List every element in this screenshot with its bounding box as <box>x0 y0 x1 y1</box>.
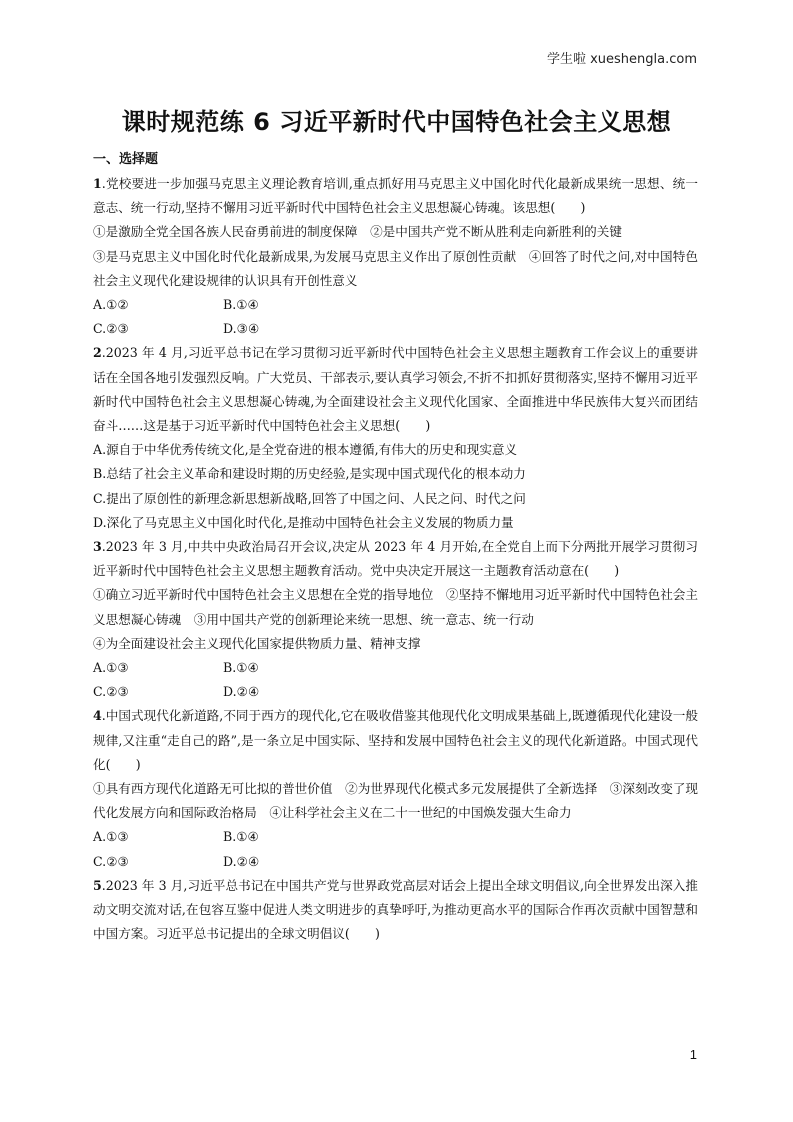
option-d[interactable]: D.②④ <box>223 853 260 869</box>
option-d[interactable]: D.②④ <box>223 684 260 700</box>
question-number: 4 <box>93 708 102 724</box>
question-stem <box>93 535 698 583</box>
question-text: .中国式现代化新道路,不同于西方的现代化,它在吸收借鉴其他现代化文明成果基础上,既遵循现代化建设一般规律,又注重“走自己的路”,是一条立足中国实际、坚持和发展中国特色社会主义的现代化新道路。中国式现代化( ) <box>93 708 698 772</box>
statement-line: ①是激励全党全国各族人民奋勇前进的制度保障 ②是中国共产党不断从胜利走向新胜利的关键 <box>93 224 622 240</box>
option-row <box>93 680 698 704</box>
question-text: .2023 年 3 月,习近平总书记在中国共产党与世界政党高层对话会上提出全球文明倡议,向全世界发出深入推动文明交流对话,在包容互鉴中促进人类文明进步的真挚呼吁,为推动更高水平的国际合作再次贡献中国智慧和中国方案。习近平总书记提出的全球文明倡议( ) <box>93 877 698 942</box>
page-number: 1 <box>689 1047 697 1062</box>
question-text: .党校要进一步加强马克思主义理论教育培训,重点抓好用马克思主义中国化时代化最新成果统一思想、统一意志、统一行动,坚持不懈用习近平新时代中国特色社会主义思想凝心铸魂。该思想( ) <box>93 176 698 216</box>
question-number: 1 <box>93 176 102 191</box>
option-a[interactable]: A.源自于中华优秀传统文化,是全党奋进的根本遵循,有伟大的历史和现实意义 <box>93 442 518 458</box>
question-1 <box>93 172 698 341</box>
option-row <box>93 825 698 849</box>
statement-line: ①具有西方现代化道路无可比拟的普世价值 ②为世界现代化模式多元发展提供了全新选择 ③深刻改变了现代化发展方向和国际政治格局 ④让科学社会主义在二十一世纪的中国焕发强大生命力 <box>93 781 698 821</box>
question-text: .2023 年 4 月,习近平总书记在学习贯彻习近平新时代中国特色社会主义思想主题教育工作会议上的重要讲话在全国各地引发强烈反响。广大党员、干部表示,要认真学习领会,不折不扣抓好贯彻落实,坚持不懈用习近平新时代中国特色社会主义思想凝心铸魂,为全面建设社会主义现代化国家、全面推进中华民族伟大复兴而团结奋斗……这是基于习近平新时代中国特色社会主义思想( ) <box>93 345 698 434</box>
option-row <box>93 656 698 680</box>
question-stem <box>93 704 698 777</box>
option-b[interactable]: B.①④ <box>223 829 259 845</box>
question-stem <box>93 341 698 438</box>
question-text: .2023 年 3 月,中共中央政治局召开会议,决定从 2023 年 4 月开始,在全党自上而下分两批开展学习贯彻习近平新时代中国特色社会主义思想主题教育活动。党中央决定开展这一主题教育活动意在( ) <box>93 539 698 579</box>
option-b[interactable]: B.①④ <box>223 660 259 676</box>
option-row <box>93 317 698 341</box>
option-b[interactable]: B.①④ <box>223 297 259 313</box>
option-b[interactable]: B.总结了社会主义革命和建设时期的历史经验,是实现中国式现代化的根本动力 <box>93 466 526 482</box>
statement-line: ①确立习近平新时代中国特色社会主义思想在全党的指导地位 ②坚持不懈地用习近平新时代中国特色社会主义思想凝心铸魂 ③用中国共产党的创新理论来统一思想、统一意志、统一行动 <box>93 587 698 627</box>
option-c[interactable]: C.②③ <box>93 321 129 337</box>
section-heading: 一、选择题 <box>93 152 159 167</box>
question-number: 5 <box>93 877 102 893</box>
question-number: 2 <box>93 345 102 361</box>
document-body <box>93 148 698 947</box>
option-d[interactable]: D.深化了马克思主义中国化时代化,是推动中国特色社会主义发展的物质力量 <box>93 514 514 530</box>
statement-line: ③是马克思主义中国化时代化最新成果,为发展马克思主义作出了原创性贡献 ④回答了时代之问,对中国特色社会主义现代化建设规律的认识具有开创性意义 <box>93 248 698 288</box>
question-number: 3 <box>93 539 102 555</box>
option-c[interactable]: C.提出了原创性的新理念新思想新战略,回答了中国之问、人民之问、时代之问 <box>93 490 526 506</box>
option-a[interactable]: A.①③ <box>93 660 129 676</box>
question-stem <box>93 172 698 220</box>
question-5 <box>93 874 698 947</box>
option-c[interactable]: C.②③ <box>93 684 129 700</box>
option-row <box>93 850 698 874</box>
site-brand: 学生啦 xueshengla.com <box>546 52 697 67</box>
question-stem <box>93 874 698 947</box>
statement-line: ④为全面建设社会主义现代化国家提供物质力量、精神支撑 <box>93 635 421 651</box>
question-3 <box>93 535 698 704</box>
option-a[interactable]: A.①③ <box>93 829 129 845</box>
option-d[interactable]: D.③④ <box>223 321 260 337</box>
question-2 <box>93 341 698 535</box>
page-title: 课时规范练 6 习近平新时代中国特色社会主义思想 <box>121 108 672 136</box>
option-a[interactable]: A.①② <box>93 297 129 313</box>
option-c[interactable]: C.②③ <box>93 853 129 869</box>
option-row <box>93 293 698 317</box>
question-4 <box>93 704 698 873</box>
